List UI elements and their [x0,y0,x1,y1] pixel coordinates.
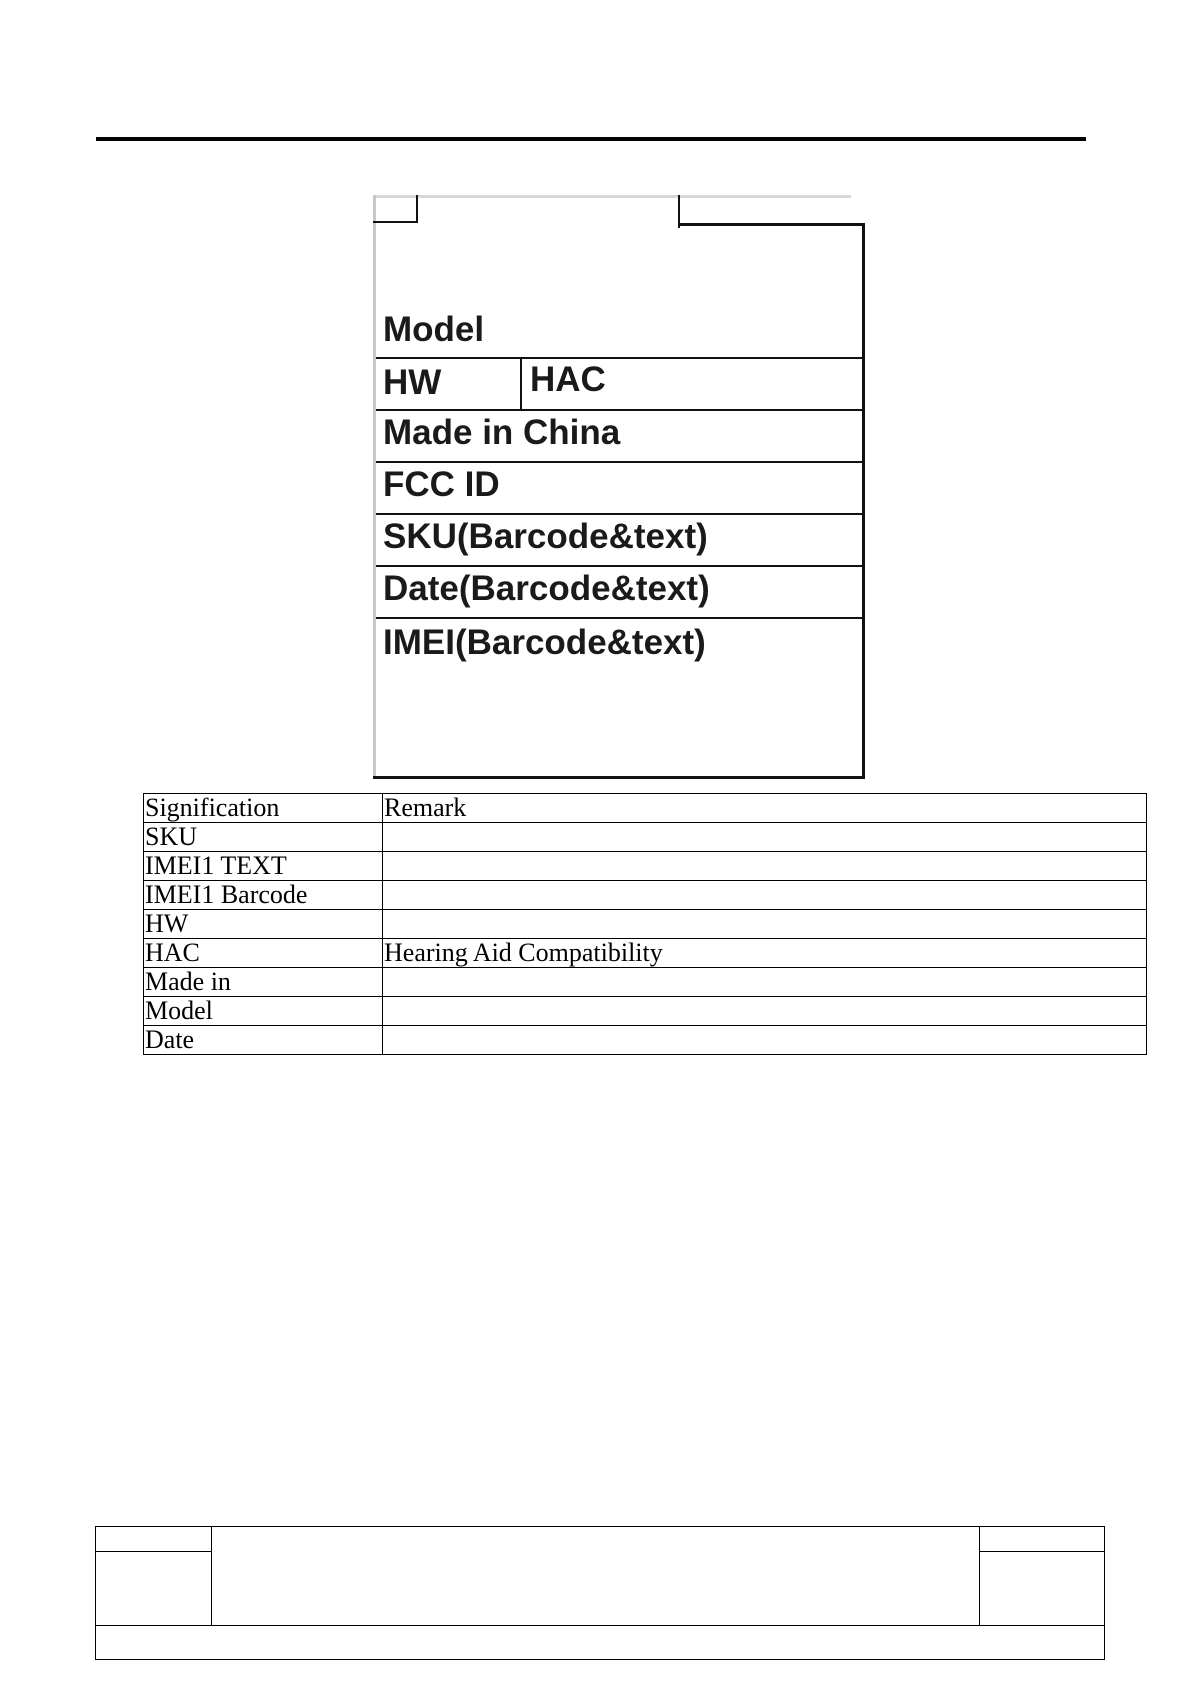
footer-divider [979,1527,980,1626]
label-tab-left-base [373,221,418,223]
label-divider [376,357,865,359]
remark-cell [383,852,1147,881]
label-field-hw: HW [383,363,442,402]
signification-cell: SKU [144,823,383,852]
table-row [144,852,1147,881]
remark-cell [383,968,1147,997]
footer-title-block [95,1526,1105,1660]
table-row [144,910,1147,939]
footer-divider [96,1551,211,1552]
remark-cell [383,1026,1147,1055]
signification-cell: IMEI1 Barcode [144,881,383,910]
label-top-edge [373,195,851,198]
footer-divider [96,1625,1104,1626]
label-bottom-edge [373,776,865,779]
label-layout-diagram [373,195,867,779]
table-row [144,997,1147,1026]
label-divider [376,461,865,463]
table-row [144,1026,1147,1055]
label-divider [376,617,865,619]
signification-cell: HAC [144,939,383,968]
remark-cell [383,881,1147,910]
label-right-edge [862,223,865,779]
header-rule [96,137,1086,141]
remark-cell [383,997,1147,1026]
footer-divider [211,1527,212,1626]
label-tab-left [416,195,418,223]
label-tab-right-base [678,223,865,226]
signification-cell: Model [144,997,383,1026]
label-field-imei: IMEI(Barcode&text) [383,623,706,662]
signification-cell: HW [144,910,383,939]
remark-cell [383,823,1147,852]
label-field-made-in: Made in China [383,413,621,452]
label-divider-vertical [520,357,522,410]
signification-cell: IMEI1 TEXT [144,852,383,881]
label-field-model: Model [383,310,485,349]
table-row [144,823,1147,852]
remark-cell: Hearing Aid Compatibility [383,939,1147,968]
column-header-signification: Signification [144,794,383,823]
label-divider [376,513,865,515]
table-header-row [144,794,1147,823]
remark-cell [383,910,1147,939]
label-left-edge [373,195,376,779]
label-field-hac: HAC [530,360,606,399]
footer-divider [979,1551,1105,1552]
label-field-fcc-id: FCC ID [383,465,500,504]
label-field-sku: SKU(Barcode&text) [383,517,708,556]
table-row [144,881,1147,910]
table-row [144,939,1147,968]
table-row [144,968,1147,997]
column-header-remark: Remark [383,794,1147,823]
signification-cell: Made in [144,968,383,997]
label-field-date: Date(Barcode&text) [383,569,710,608]
label-divider [376,409,865,411]
signification-cell: Date [144,1026,383,1055]
signification-table [143,793,1147,1055]
label-divider [376,565,865,567]
